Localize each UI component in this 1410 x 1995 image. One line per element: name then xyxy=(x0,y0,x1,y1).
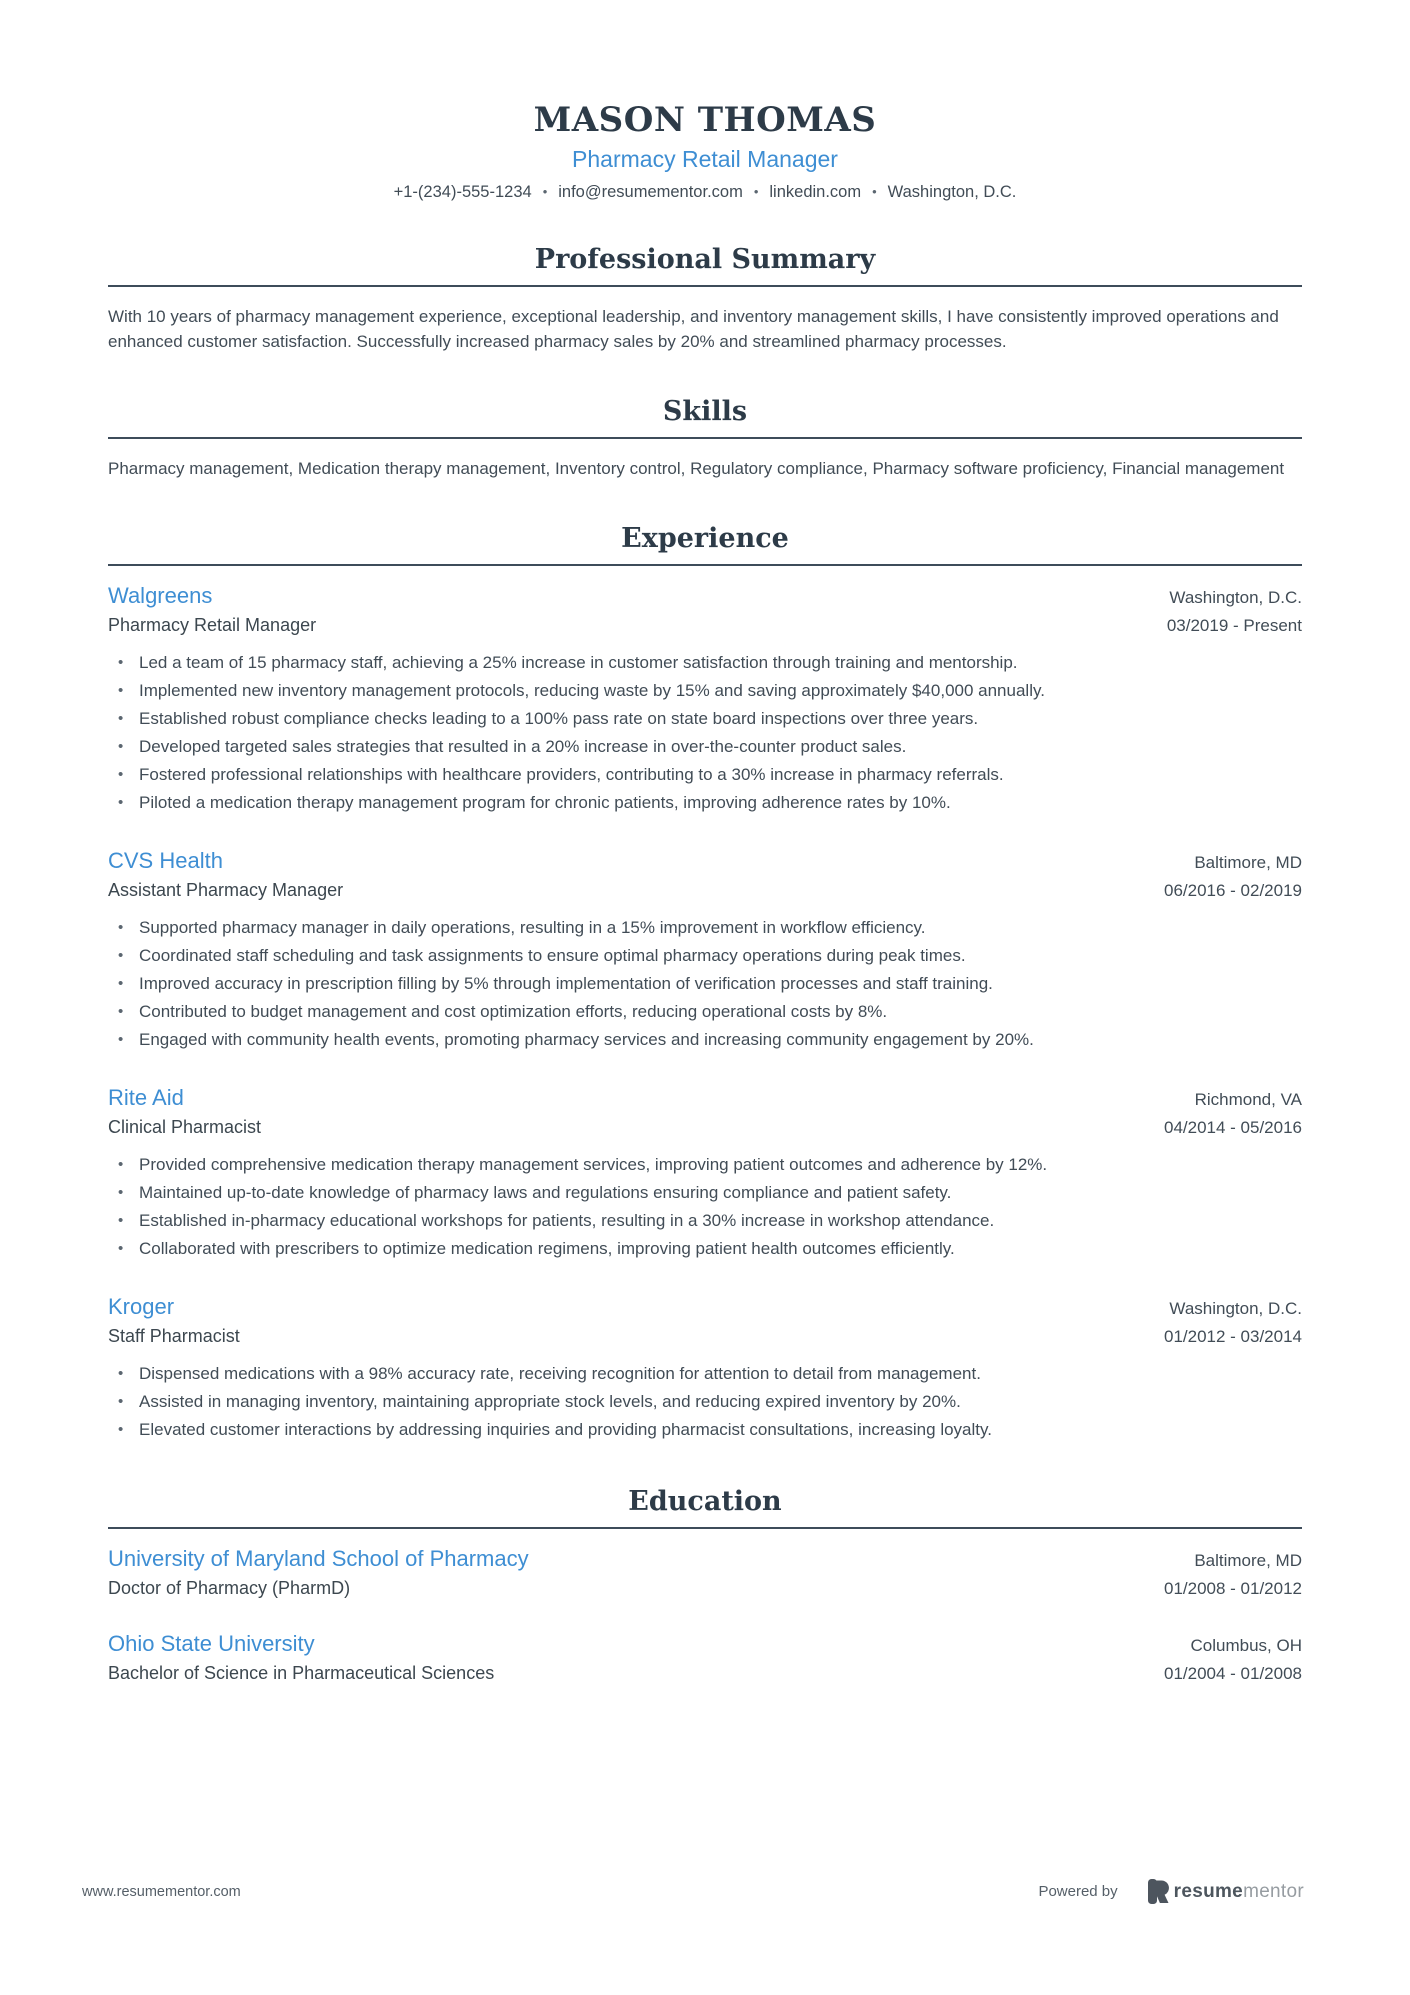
section-divider xyxy=(108,437,1302,439)
dot-separator-icon: • xyxy=(753,184,759,199)
bullet-item: • Elevated customer interactions by addressing inquiries and providing pharmacist consultations, increasing loyalty. xyxy=(108,1416,1302,1444)
summary-heading: Professional Summary xyxy=(534,244,876,275)
bullet-item: • Improved accuracy in prescription filling by 5% through implementation of verification processes and staff training. xyxy=(108,970,1302,998)
bullet-item: • Contributed to budget management and cost optimization efforts, reducing operational costs by 8%. xyxy=(108,998,1302,1026)
bullet-item: • Developed targeted sales strategies that resulted in a 20% increase in over-the-counter product sales. xyxy=(108,733,1302,761)
section-experience xyxy=(108,522,1302,1444)
bullet-item: • Maintained up-to-date knowledge of pharmacy laws and regulations ensuring compliance and patient safety. xyxy=(108,1179,1302,1207)
experience-entry xyxy=(108,847,1302,1054)
job-location: Baltimore, MD xyxy=(1194,853,1302,872)
brand-text-resume: resume xyxy=(1173,1880,1244,1902)
section-education xyxy=(108,1485,1302,1685)
experience-heading: Experience xyxy=(621,523,789,554)
section-divider xyxy=(108,1527,1302,1529)
experience-entry xyxy=(108,582,1302,817)
job-dates: 01/2012 - 03/2014 xyxy=(1163,1327,1302,1346)
bullet-item: • Fostered professional relationships with healthcare providers, contributing to a 30% increase in pharmacy referrals. xyxy=(108,761,1302,789)
bullet-item: • Coordinated staff scheduling and task assignments to ensure optimal pharmacy operations during peak times. xyxy=(108,942,1302,970)
section-summary xyxy=(108,243,1302,354)
bullet-item: • Assisted in managing inventory, maintaining appropriate stock levels, and reducing expired inventory by 20%. xyxy=(108,1388,1302,1416)
resumementor-mark-icon xyxy=(1148,1879,1169,1904)
job-location: Washington, D.C. xyxy=(1169,1299,1302,1318)
summary-text: With 10 years of pharmacy management experience, exceptional leadership, and inventory management skills, I have consistently improved operations and enhanced customer satisfaction. Successfully increased pharmacy sales by 20% and streamlined pharmacy processes. xyxy=(108,307,1279,351)
experience-entry xyxy=(108,1293,1302,1444)
brand-text-mentor: mentor xyxy=(1243,1880,1304,1902)
company-name: Rite Aid xyxy=(108,1085,184,1110)
section-divider xyxy=(108,564,1302,566)
job-bullet-list xyxy=(108,1151,1302,1263)
bullet-item: • Established in-pharmacy educational workshops for patients, resulting in a 30% increase in workshop attendance. xyxy=(108,1207,1302,1235)
school-name: University of Maryland School of Pharmacy xyxy=(108,1546,529,1571)
education-dates: 01/2008 - 01/2012 xyxy=(1163,1579,1302,1598)
job-bullet-list xyxy=(108,1360,1302,1444)
bullet-item: • Engaged with community health events, promoting pharmacy services and increasing community engagement by 20%. xyxy=(108,1026,1302,1054)
company-name: Walgreens xyxy=(108,583,213,608)
education-entry xyxy=(108,1630,1302,1685)
job-bullet-list xyxy=(108,649,1302,817)
person-name: MASON THOMAS xyxy=(533,100,877,140)
bullet-item: • Collaborated with prescribers to optimize medication regimens, improving patient health outcomes efficiently. xyxy=(108,1235,1302,1263)
bullet-item: • Implemented new inventory management protocols, reducing waste by 15% and saving approximately $40,000 annually. xyxy=(108,677,1302,705)
job-role: Assistant Pharmacy Manager xyxy=(108,880,344,900)
job-location: Washington, D.C. xyxy=(1169,588,1302,607)
bullet-item: • Supported pharmacy manager in daily operations, resulting in a 15% improvement in workflow efficiency. xyxy=(108,914,1302,942)
job-dates: 06/2016 - 02/2019 xyxy=(1163,881,1302,900)
bullet-item: • Established robust compliance checks leading to a 100% pass rate on state board inspections over three years. xyxy=(108,705,1302,733)
education-heading: Education xyxy=(628,1486,782,1517)
contact-linkedin[interactable]: linkedin.com xyxy=(769,183,862,201)
section-divider xyxy=(108,285,1302,287)
job-role: Pharmacy Retail Manager xyxy=(108,615,317,635)
job-role: Clinical Pharmacist xyxy=(108,1117,262,1137)
experience-entry xyxy=(108,1084,1302,1263)
company-name: CVS Health xyxy=(108,848,223,873)
company-name: Kroger xyxy=(108,1294,175,1319)
bullet-item: • Led a team of 15 pharmacy staff, achieving a 25% increase in customer satisfaction through training and mentorship. xyxy=(108,649,1302,677)
bullet-item: • Piloted a medication therapy management program for chronic patients, improving adherence rates by 10%. xyxy=(108,789,1302,817)
school-location: Columbus, OH xyxy=(1190,1636,1302,1655)
job-location: Richmond, VA xyxy=(1194,1090,1302,1109)
person-title: Pharmacy Retail Manager xyxy=(572,146,838,172)
powered-by-label: Powered by xyxy=(1038,1883,1118,1900)
education-dates: 01/2004 - 01/2008 xyxy=(1163,1664,1302,1683)
school-location: Baltimore, MD xyxy=(1194,1551,1302,1570)
footer-website-link[interactable]: www.resumementor.com xyxy=(82,1883,241,1900)
resumementor-logo[interactable] xyxy=(1148,1879,1304,1904)
section-skills xyxy=(108,395,1302,481)
degree-name: Bachelor of Science in Pharmaceutical Sciences xyxy=(108,1663,495,1683)
job-role: Staff Pharmacist xyxy=(108,1326,240,1346)
school-name: Ohio State University xyxy=(108,1631,315,1656)
skills-text: Pharmacy management, Medication therapy management, Inventory control, Regulatory compliance, Pharmacy software proficiency, Financial management xyxy=(108,459,1285,478)
dot-separator-icon: • xyxy=(872,184,877,199)
contact-phone: +1-(234)-555-1234 xyxy=(393,183,532,201)
dot-separator-icon: • xyxy=(542,184,548,199)
bullet-item: • Dispensed medications with a 98% accuracy rate, receiving recognition for attention to detail from management. xyxy=(108,1360,1302,1388)
education-entry xyxy=(108,1545,1302,1600)
contact-location: Washington, D.C. xyxy=(887,183,1017,201)
job-dates: 03/2019 - Present xyxy=(1166,616,1302,635)
resume-header xyxy=(108,100,1302,202)
skills-heading: Skills xyxy=(662,396,748,427)
bullet-item: • Provided comprehensive medication therapy management services, improving patient outcomes and adherence by 12%. xyxy=(108,1151,1302,1179)
job-dates: 04/2014 - 05/2016 xyxy=(1163,1118,1302,1137)
contact-email[interactable]: info@resumementor.com xyxy=(558,183,743,201)
job-bullet-list xyxy=(108,914,1302,1054)
contact-line xyxy=(108,182,1302,202)
page-footer xyxy=(82,1879,1304,1904)
degree-name: Doctor of Pharmacy (PharmD) xyxy=(108,1578,351,1598)
